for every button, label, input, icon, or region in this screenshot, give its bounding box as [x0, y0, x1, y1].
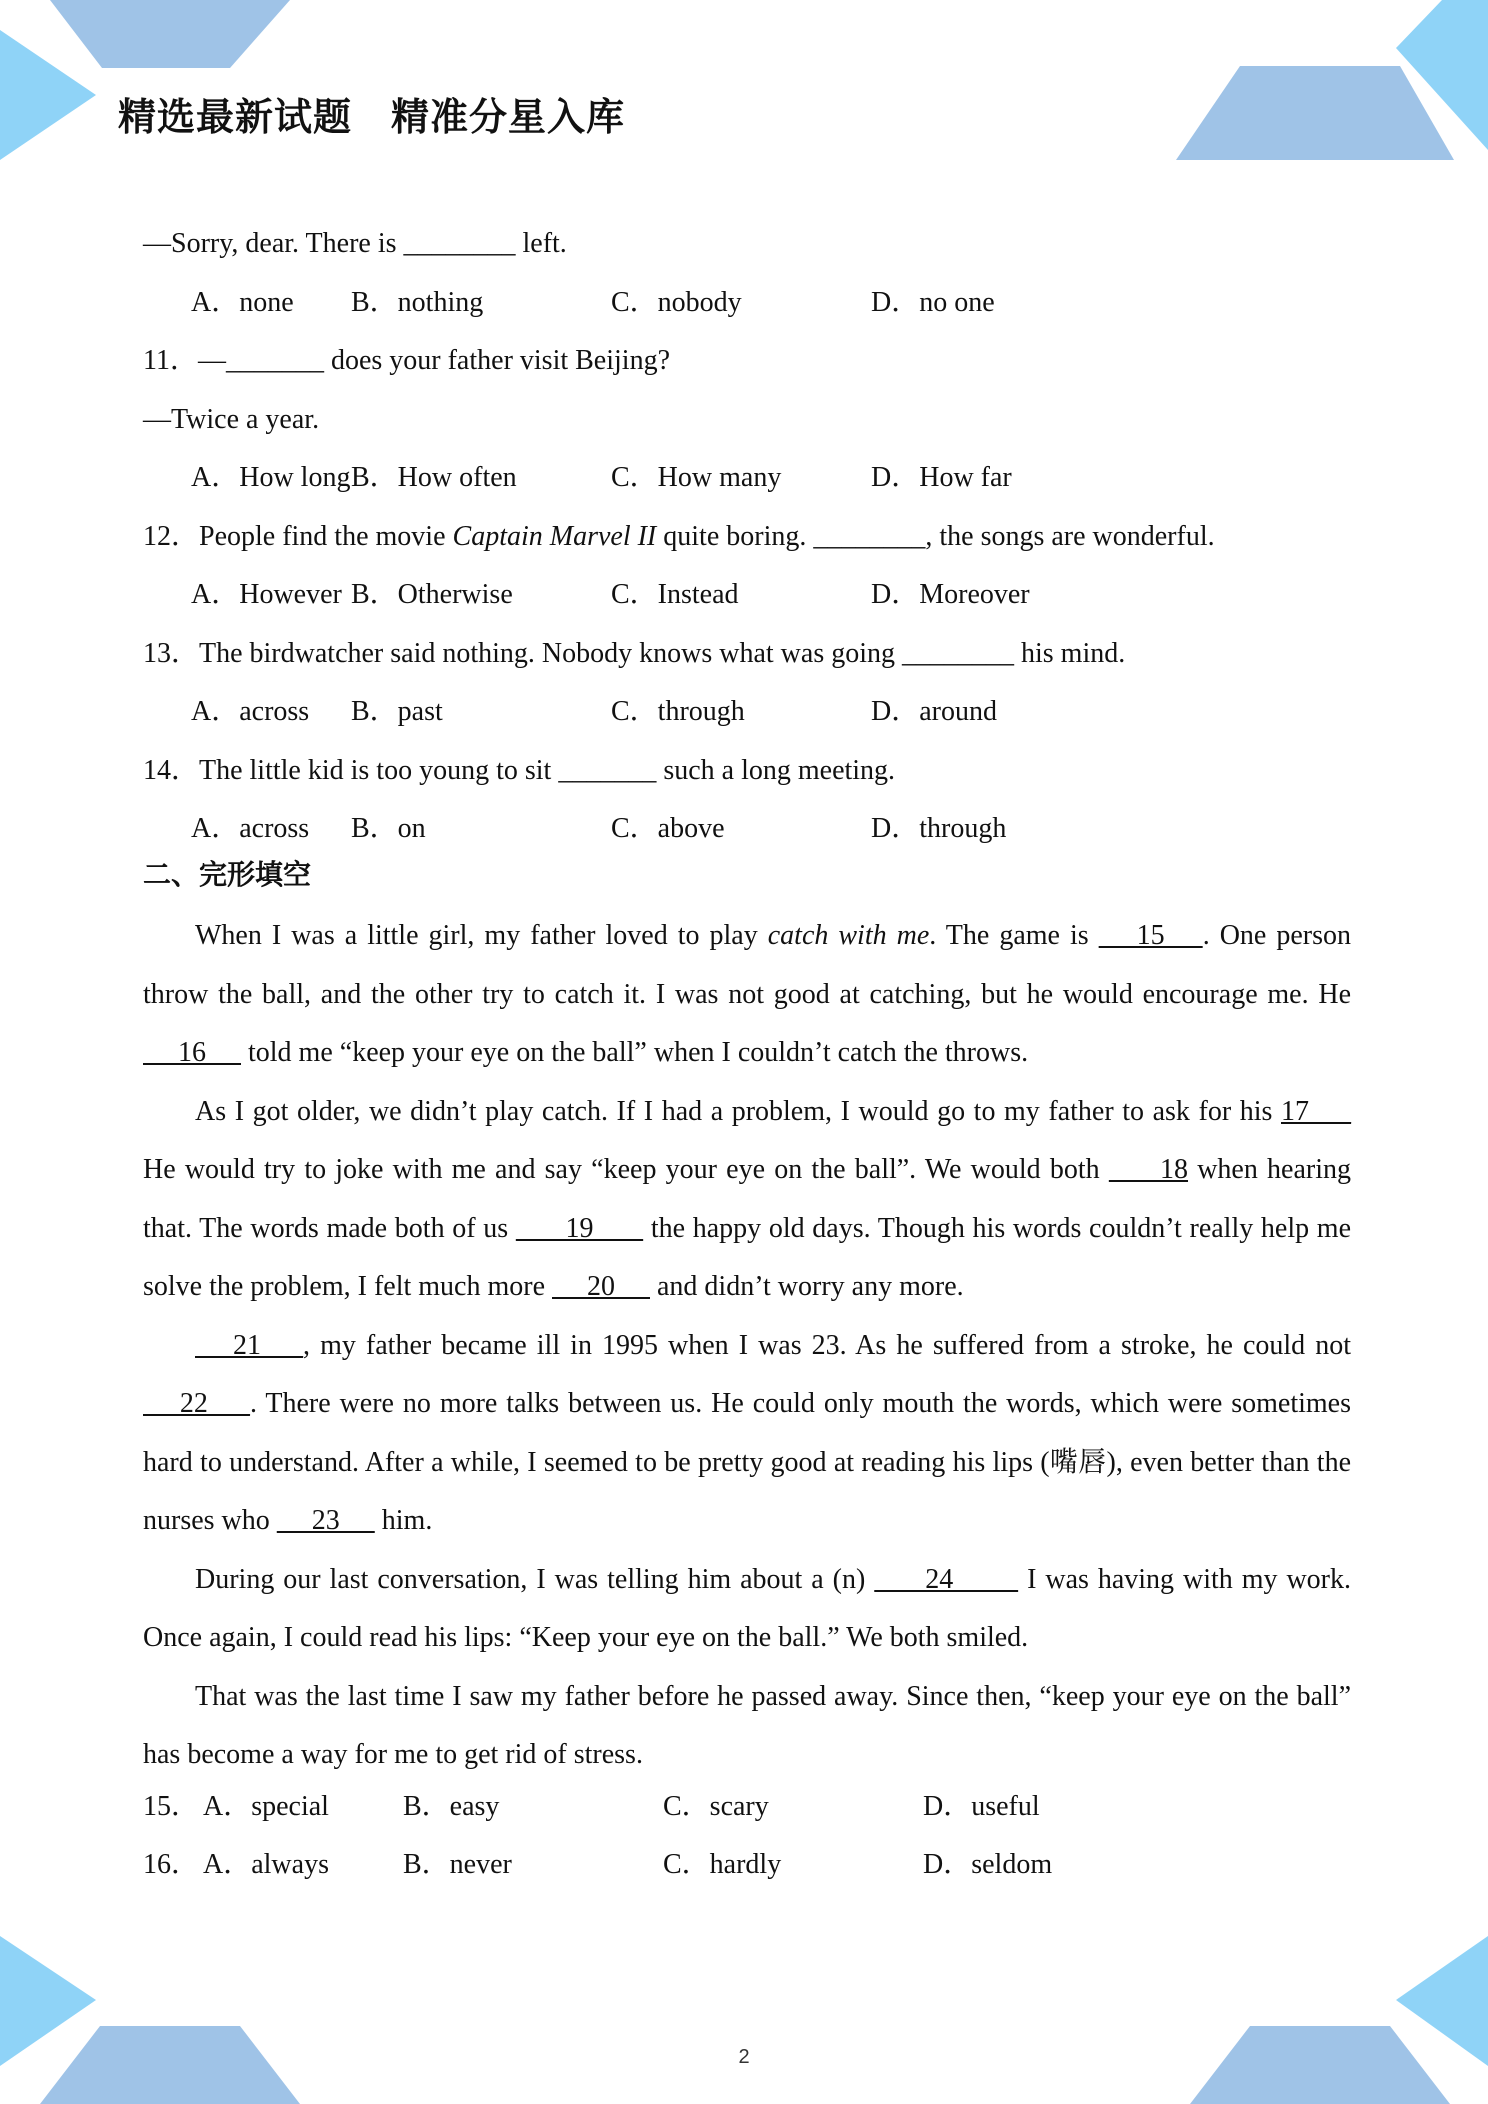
- blank-18: ___18: [1108, 1154, 1189, 1185]
- blank-15: __15__: [1098, 920, 1203, 951]
- bottom-left-decoration: [0, 1930, 320, 2104]
- q13-options: [143, 690, 1351, 749]
- q12-stem-after: quite boring. ________, the songs are wonderful.: [656, 520, 1215, 552]
- option-d: D．How far: [871, 462, 1012, 493]
- q12-stem-before: 12．People find the movie: [143, 520, 453, 552]
- q12-stem: [143, 515, 1351, 574]
- option-b: B．easy: [403, 1790, 500, 1822]
- q16-options: [143, 1843, 1351, 1902]
- text: him.: [374, 1505, 433, 1536]
- passage-paragraph-1: [143, 907, 1351, 1083]
- text: He would try to joke with me and say “keep your eye on the ball”. We would both: [143, 1154, 1109, 1185]
- deco-trapezoid-top: [50, 0, 290, 68]
- q10-options: [143, 281, 1351, 340]
- q10-response: —Sorry, dear. There is ________ left.: [143, 228, 567, 259]
- option-a: A．special: [203, 1790, 329, 1822]
- italic-text: catch with me: [767, 920, 930, 951]
- option-a: A．none: [191, 286, 294, 318]
- page-number: 2: [738, 2046, 750, 2068]
- deco-triangle-left: [0, 30, 96, 160]
- option-a: A．How long: [191, 462, 351, 493]
- text: . One person throw the ball, and the other try to catch it. I was not good at catching, but he would encourage me. He: [143, 920, 1352, 1010]
- passage-paragraph-2: [143, 1083, 1351, 1317]
- option-c: C．How many: [611, 462, 782, 493]
- blank-24: ___24____: [874, 1563, 1019, 1595]
- q15-number: 15．: [143, 1790, 200, 1822]
- option-d: D．no one: [871, 286, 995, 318]
- text: when hearing that. The words made both of us: [143, 1154, 1351, 1244]
- blank-21: __21___: [195, 1329, 304, 1361]
- blank-16: __16__: [143, 1037, 241, 1068]
- option-d: D．useful: [923, 1790, 1040, 1822]
- text: When I was a little girl, my father loved to play: [195, 920, 768, 951]
- header-title: 精选最新试题 精准分星入库: [118, 95, 626, 139]
- option-c: C．above: [611, 813, 725, 844]
- text: That was the last time I saw my father before he passed away. Since then, “keep your eye on the ball” has become a way for me to get rid of stress.: [143, 1680, 1351, 1770]
- text: . There were no more talks between us. He could only mouth the words, which were sometimes hard to understand. After a while, I seemed to be pretty good at reading his lips (嘴唇), even better than the nurses who: [143, 1388, 1351, 1536]
- q12-movie-title: Captain Marvel II: [452, 520, 657, 552]
- blank-17: 17___: [1281, 1095, 1351, 1127]
- option-b: B．on: [351, 813, 426, 844]
- deco-trapezoid-right: [1176, 66, 1454, 160]
- option-b: B．How often: [351, 462, 517, 493]
- q11-options: [143, 456, 1351, 515]
- top-right-decoration: [1170, 0, 1488, 170]
- option-d: D．Moreover: [871, 579, 1030, 610]
- blank-22: __22___: [143, 1388, 250, 1419]
- text: the happy old days. Though his words couldn’t really help me solve the problem, I felt much more: [143, 1212, 1351, 1302]
- passage-paragraph-5: [143, 1668, 1351, 1785]
- option-a: A．across: [191, 813, 310, 844]
- q15-options: [143, 1785, 1351, 1844]
- option-a: A．across: [191, 696, 310, 727]
- option-b: B．nothing: [351, 286, 484, 318]
- passage-paragraph-3: [143, 1317, 1351, 1551]
- option-c: C．hardly: [663, 1849, 782, 1880]
- blank-23: __23__: [276, 1505, 375, 1536]
- text: I was having with my work. Once again, I could read his lips: “Keep your eye on the ball.” We both smiled.: [143, 1563, 1351, 1653]
- q11-stem: 11．—_______ does your father visit Beijing?: [143, 345, 670, 376]
- q11-response: —Twice a year.: [143, 403, 320, 435]
- q16-number: 16．: [143, 1849, 200, 1880]
- option-b: B．Otherwise: [351, 579, 513, 610]
- text: and didn’t worry any more.: [650, 1271, 964, 1302]
- passage-paragraph-4: [143, 1551, 1351, 1668]
- text: told me “keep your eye on the ball” when I couldn’t catch the throws.: [241, 1037, 1029, 1068]
- blank-20: __20__: [552, 1271, 650, 1302]
- q13-stem: 13．The birdwatcher said nothing. Nobody knows what was going ________ his mind.: [143, 637, 1126, 669]
- text: , my father became ill in 1995 when I was 23. As he suffered from a stroke, he could not: [303, 1329, 1351, 1361]
- q12-options: [143, 573, 1351, 632]
- option-d: D．seldom: [923, 1849, 1053, 1880]
- q14-options: [143, 807, 1351, 853]
- option-a: A．However: [191, 579, 342, 610]
- option-d: D．around: [871, 696, 997, 727]
- q14-stem: 14．The little kid is too young to sit _______ such a long meeting.: [143, 754, 896, 786]
- option-c: C．nobody: [611, 286, 742, 318]
- option-b: B．never: [403, 1849, 512, 1880]
- blank-19: ___19___: [515, 1212, 644, 1244]
- section-title-cloze: 二、完形填空: [143, 858, 312, 891]
- option-b: B．past: [351, 696, 443, 727]
- bottom-right-decoration: [1170, 1930, 1488, 2104]
- option-c: C．scary: [663, 1790, 769, 1822]
- exam-content: [143, 222, 1351, 1902]
- text: . The game is: [929, 920, 1099, 951]
- top-left-decoration: [0, 0, 300, 170]
- option-a: A．always: [203, 1849, 329, 1880]
- option-c: C．Instead: [611, 579, 739, 610]
- text: As I got older, we didn’t play catch. If I had a problem, I would go to my father to ask for his: [195, 1095, 1281, 1127]
- text: During our last conversation, I was telling him about a (n): [195, 1563, 875, 1595]
- option-c: C．through: [611, 696, 745, 727]
- option-d: D．through: [871, 813, 1007, 844]
- cloze-passage: [143, 907, 1351, 1785]
